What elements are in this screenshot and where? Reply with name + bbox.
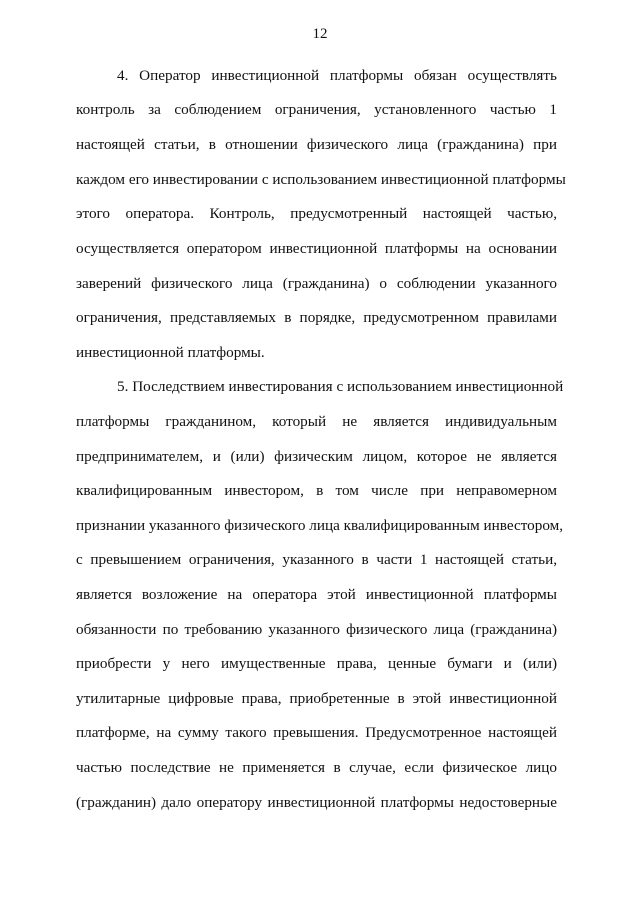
text-line: заверений физического лица (гражданина) о соблюдении указанного <box>76 275 557 292</box>
text-line: настоящей статьи, в отношении физического лица (гражданина) при <box>76 136 557 153</box>
text-line: инвестиционной платформы. <box>76 344 265 361</box>
text-line: с превышением ограничения, указанного в части 1 настоящей статьи, <box>76 551 557 568</box>
text-line: контроль за соблюдением ограничения, установленного частью 1 <box>76 101 557 118</box>
text-line: 4. Оператор инвестиционной платформы обязан осуществлять <box>117 67 557 84</box>
text-line: является возложение на оператора этой инвестиционной платформы <box>76 586 557 603</box>
text-line: (гражданин) дало оператору инвестиционной платформы недостоверные <box>76 794 557 811</box>
text-line: 5. Последствием инвестирования с использованием инвестиционной <box>117 378 564 395</box>
text-line: квалифицированным инвестором, в том числе при неправомерном <box>76 482 557 499</box>
text-line: осуществляется оператором инвестиционной платформы на основании <box>76 240 557 257</box>
text-line: приобрести у него имущественные права, ценные бумаги и (или) <box>76 655 557 672</box>
page-number: 12 <box>312 26 328 42</box>
text-line: обязанности по требованию указанного физического лица (гражданина) <box>76 621 557 638</box>
text-line: этого оператора. Контроль, предусмотренный настоящей частью, <box>76 205 557 222</box>
text-line: платформе, на сумму такого превышения. Предусмотренное настоящей <box>76 724 557 741</box>
text-line: утилитарные цифровые права, приобретенные в этой инвестиционной <box>76 690 557 707</box>
text-line: предпринимателем, и (или) физическим лицом, которое не является <box>76 448 557 465</box>
text-line: платформы гражданином, который не является индивидуальным <box>76 413 557 430</box>
text-line: каждом его инвестировании с использованием инвестиционной платформы <box>76 171 566 188</box>
text-line: ограничения, представляемых в порядке, предусмотренном правилами <box>76 309 557 326</box>
text-line: частью последствие не применяется в случае, если физическое лицо <box>76 759 557 776</box>
text-line: признании указанного физического лица квалифицированным инвестором, <box>76 517 564 534</box>
